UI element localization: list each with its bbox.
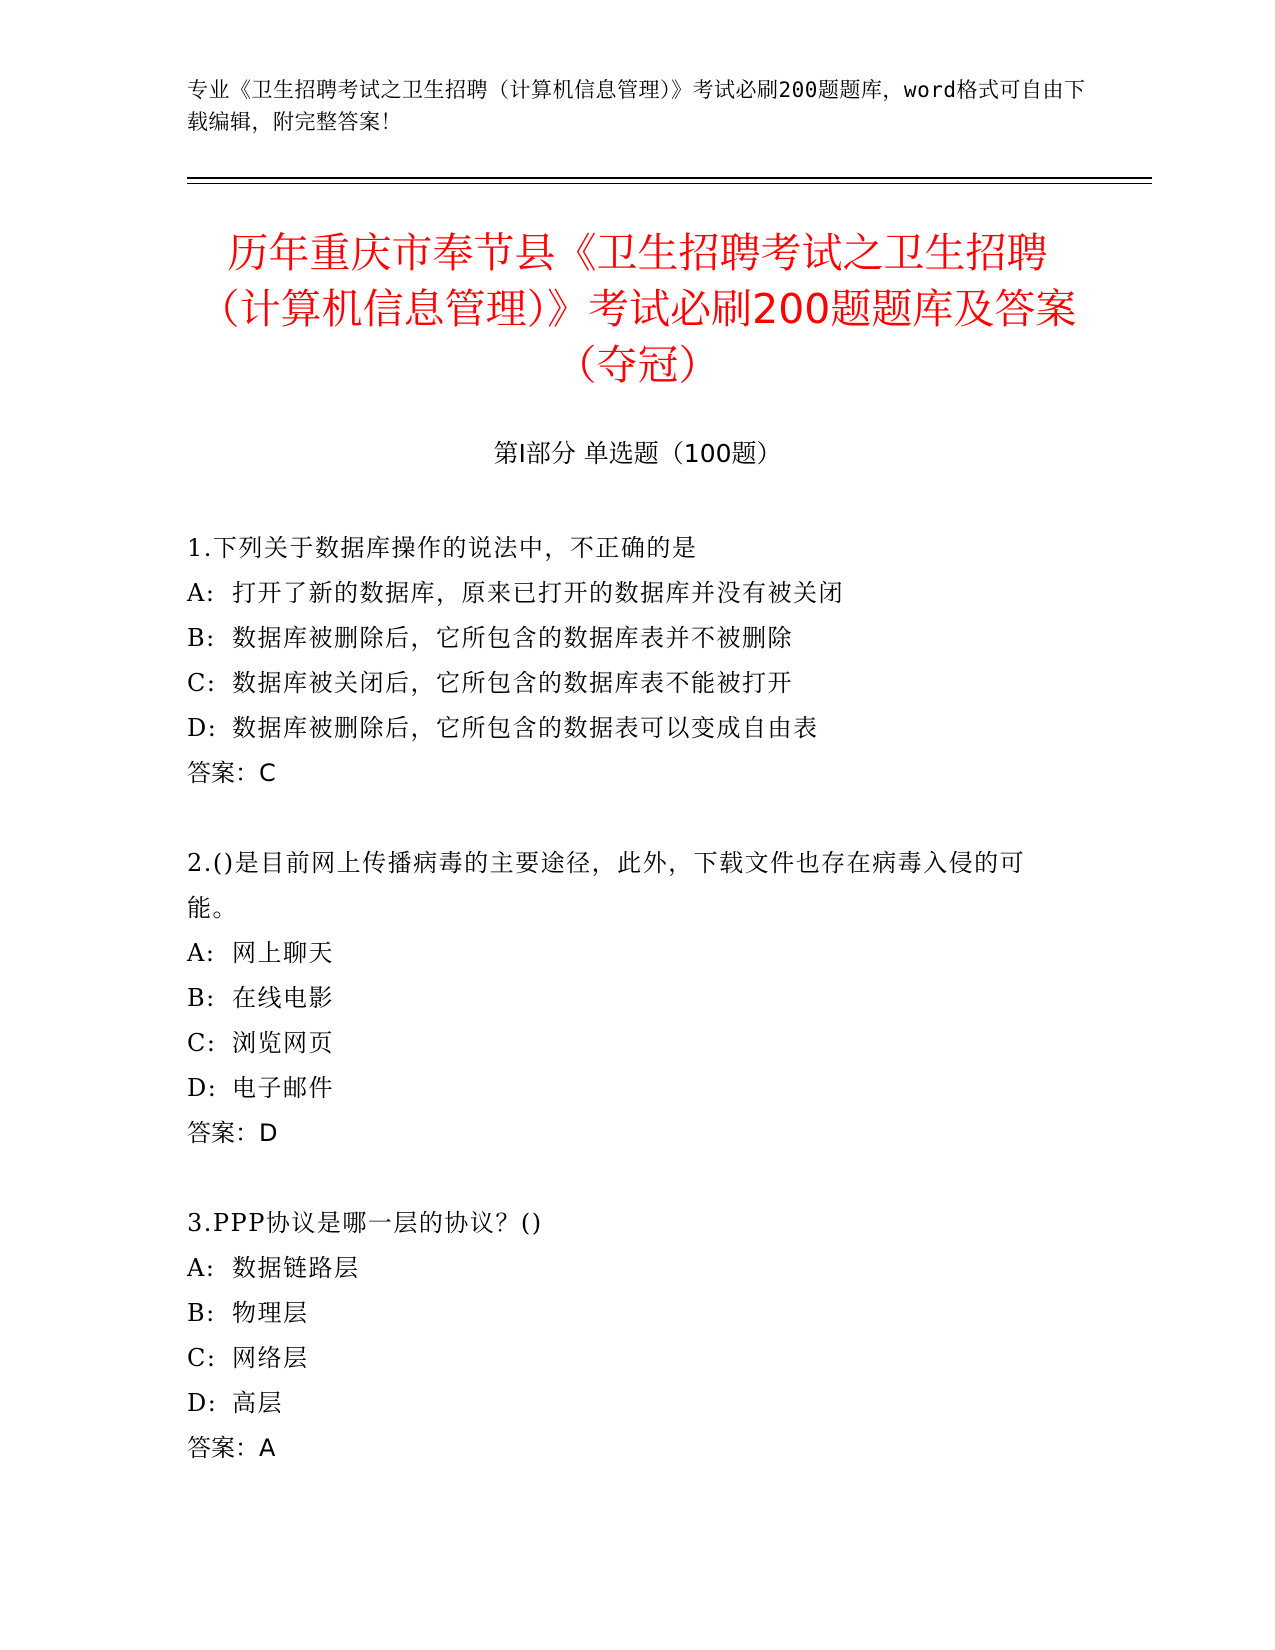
document-title: 历年重庆市奉节县《卫生招聘考试之卫生招聘（计算机信息管理）》考试必刷200题题库及答案（夺冠） [198, 229, 1077, 389]
option-text: 网上聊天 [232, 939, 334, 967]
option-text: 在线电影 [232, 984, 334, 1012]
header-note: 专业《卫生招聘考试之卫生招聘（计算机信息管理）》考试必刷200题题库，word格式可自由下载编辑，附完整答案！ [187, 78, 1086, 134]
question-1 [187, 526, 1067, 796]
option-text: 打开了新的数据库，原来已打开的数据库并没有被关闭 [232, 579, 844, 607]
question-stem: 2.()是目前网上传播病毒的主要途径，此外，下载文件也存在病毒入侵的可能。 [187, 849, 1026, 922]
question-stem: 1.下列关于数据库操作的说法中，不正确的是 [187, 534, 698, 562]
option-a [187, 571, 1067, 616]
option-key: D: [187, 1074, 218, 1102]
option-text: 物理层 [232, 1299, 309, 1327]
answer-line: 答案：D [187, 1119, 278, 1147]
option-key: C: [187, 1344, 217, 1372]
option-a [187, 931, 1067, 976]
option-c [187, 1021, 1067, 1066]
option-a [187, 1246, 1067, 1291]
question-stem: 3.PPP协议是哪一层的协议？() [187, 1209, 543, 1237]
option-text: 数据库被删除后，它所包含的数据表可以变成自由表 [232, 714, 819, 742]
option-key: B: [187, 1299, 216, 1327]
option-d [187, 1381, 1067, 1426]
answer-line: 答案：A [187, 1434, 276, 1462]
option-key: A: [187, 579, 216, 607]
option-text: 网络层 [232, 1344, 309, 1372]
header-rule-thick [187, 177, 1152, 179]
option-text: 数据库被删除后，它所包含的数据库表并不被删除 [232, 624, 793, 652]
option-key: C: [187, 1029, 217, 1057]
option-text: 数据链路层 [232, 1254, 360, 1282]
header-rule-thin [187, 183, 1152, 184]
option-text: 数据库被关闭后，它所包含的数据库表不能被打开 [232, 669, 793, 697]
option-key: C: [187, 669, 217, 697]
answer-line: 答案：C [187, 759, 276, 787]
option-key: B: [187, 624, 216, 652]
section-heading: 第Ⅰ部分 单选题（100题） [493, 439, 782, 468]
option-b [187, 1291, 1067, 1336]
option-key: D: [187, 1389, 218, 1417]
option-d [187, 706, 1067, 751]
question-2 [187, 841, 1067, 1156]
question-3 [187, 1201, 1067, 1471]
option-key: A: [187, 939, 216, 967]
option-key: D: [187, 714, 218, 742]
option-key: B: [187, 984, 216, 1012]
option-text: 高层 [232, 1389, 283, 1417]
option-b [187, 976, 1067, 1021]
option-text: 电子邮件 [232, 1074, 334, 1102]
option-c [187, 1336, 1067, 1381]
question-list [187, 526, 1067, 1516]
option-c [187, 661, 1067, 706]
option-d [187, 1066, 1067, 1111]
option-text: 浏览网页 [232, 1029, 334, 1057]
option-key: A: [187, 1254, 216, 1282]
option-b [187, 616, 1067, 661]
